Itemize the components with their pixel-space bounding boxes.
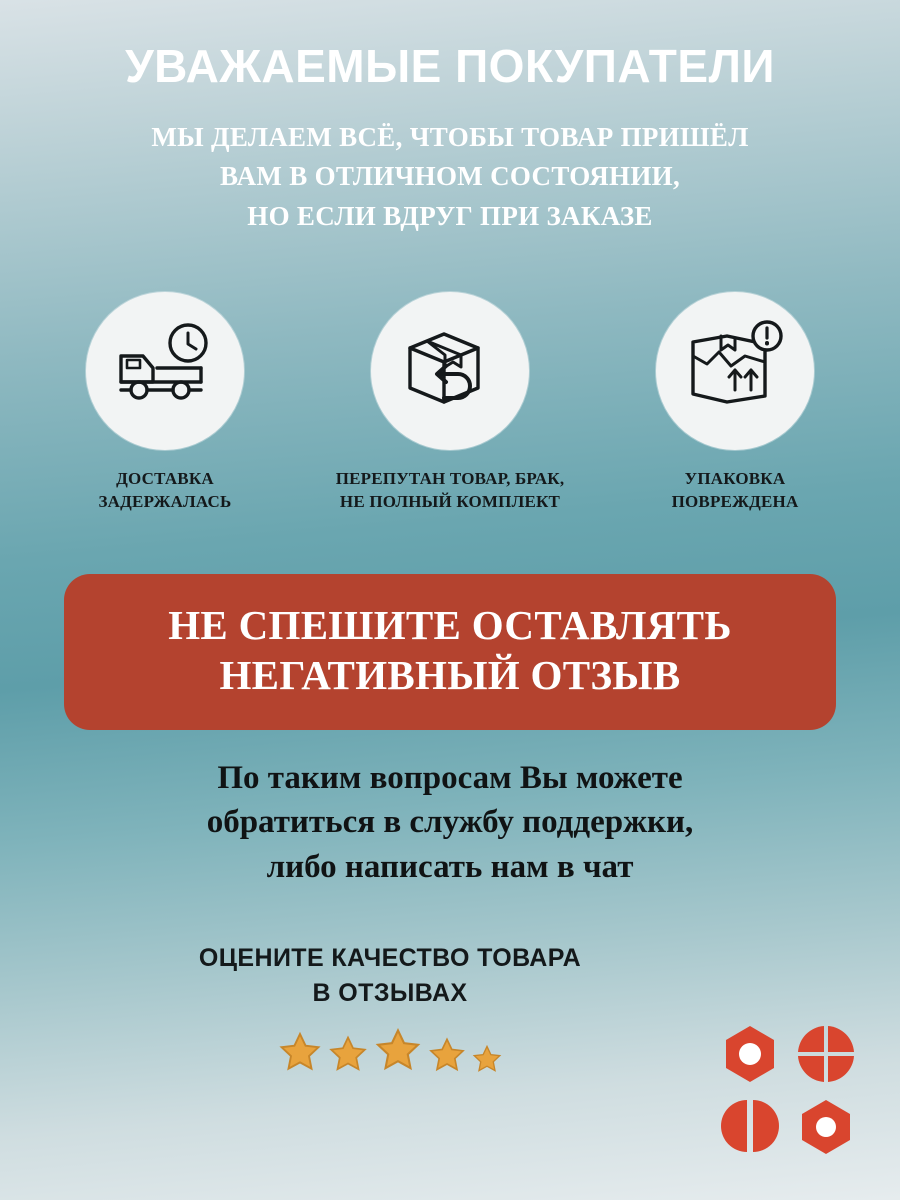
reason-item-wrong-item xyxy=(325,292,575,514)
reason-caption-line-2: НЕ ПОЛНЫЙ КОМПЛЕКТ xyxy=(339,491,561,511)
bolt-nut-logo xyxy=(716,1022,866,1162)
subheading-line-2: ВАМ В ОТЛИЧНОМ СОСТОЯНИИ, xyxy=(219,161,681,192)
reason-item-damaged-package xyxy=(610,292,860,514)
subheading-line-1: МЫ ДЕЛАЕМ ВСЁ, ЧТОБЫ ТОВАР ПРИШЁЛ xyxy=(151,122,749,153)
reason-caption-line-1: УПАКОВКА xyxy=(684,468,786,488)
icon-circle xyxy=(86,292,244,450)
support-text-line-3: либо написать нам в чат xyxy=(266,848,634,885)
support-text-line-1: По таким вопросам Вы можете xyxy=(217,759,683,796)
subheading-line-3: НО ЕСЛИ ВДРУГ ПРИ ЗАКАЗЕ xyxy=(247,200,653,231)
rate-cta-line-1: ОЦЕНИТЕ КАЧЕСТВО ТОВАРА xyxy=(198,944,582,973)
page-title: УВАЖАЕМЫЕ ПОКУПАТЕЛИ xyxy=(125,40,775,92)
star-icon xyxy=(471,1043,503,1080)
delivery-truck-clock-icon xyxy=(109,312,221,429)
warning-banner xyxy=(64,574,836,730)
reason-caption-line-2: ПОВРЕЖДЕНА xyxy=(671,491,799,511)
star-rating xyxy=(277,1025,623,1080)
reasons-row xyxy=(40,292,860,514)
reason-caption-line-1: ПЕРЕПУТАН ТОВАР, БРАК, xyxy=(335,468,565,488)
icon-circle xyxy=(371,292,529,450)
reason-caption-line-1: ДОСТАВКА xyxy=(116,468,214,488)
support-text xyxy=(70,756,830,890)
rate-call-to-action xyxy=(100,941,800,1011)
support-text-line-2: обратиться в службу поддержки, xyxy=(206,804,694,841)
reason-caption xyxy=(336,468,565,514)
box-return-arrow-icon xyxy=(394,312,506,429)
star-icon xyxy=(373,1025,423,1080)
warning-banner-line-1: НЕ СПЕШИТЕ ОСТАВЛЯТЬ xyxy=(168,601,732,648)
star-icon xyxy=(277,1029,323,1080)
reason-item-delivery-delayed xyxy=(40,292,290,514)
rate-cta-line-2: В ОТЗЫВАХ xyxy=(312,979,468,1008)
damaged-package-warning-icon xyxy=(679,312,791,429)
reason-caption xyxy=(99,468,232,514)
star-icon xyxy=(427,1035,467,1080)
icon-circle xyxy=(656,292,814,450)
reason-caption xyxy=(672,468,799,514)
subheading xyxy=(151,118,748,235)
warning-banner-line-2: НЕГАТИВНЫЙ ОТЗЫВ xyxy=(219,651,681,698)
star-icon xyxy=(327,1033,369,1080)
reason-caption-line-2: ЗАДЕРЖАЛАСЬ xyxy=(98,491,232,511)
